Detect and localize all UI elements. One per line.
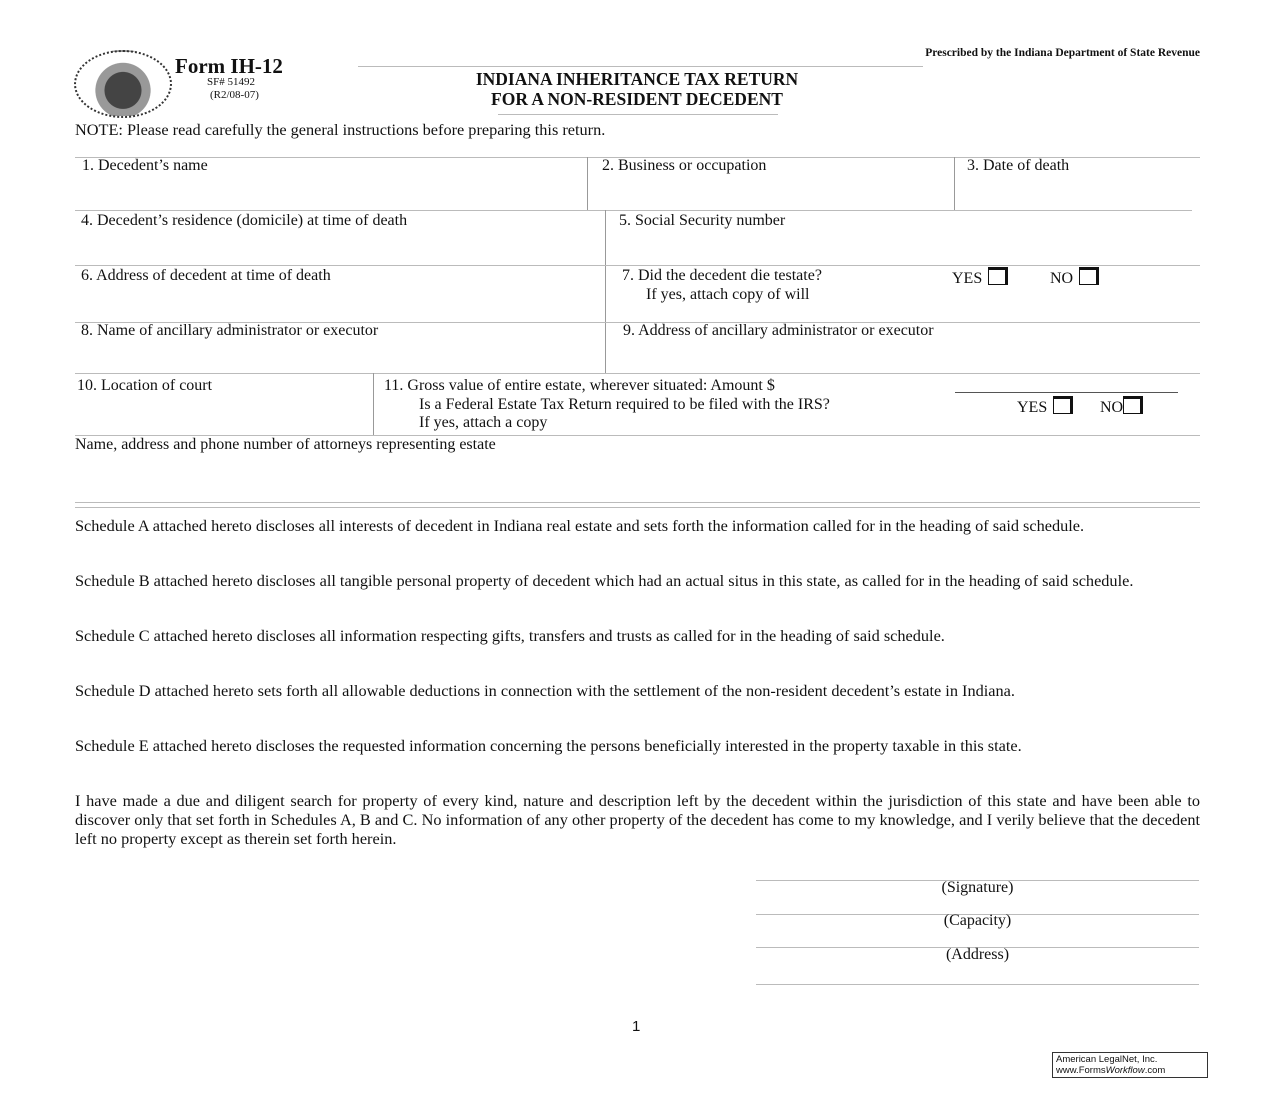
federal-return-question: Is a Federal Estate Tax Return required to be filed with the IRS?	[419, 396, 830, 413]
url-part: .com	[1144, 1065, 1166, 1076]
form-title	[357, 69, 917, 109]
no-label: NO	[1050, 270, 1074, 287]
signature-label: (Signature)	[941, 879, 1014, 896]
schedule-e-text: Schedule E attached hereto discloses the requested information concerning the persons beneficially interested in the property taxable in this state.	[75, 736, 1022, 755]
field-testate: 7. Did the decedent die testate?	[622, 267, 822, 284]
field-administrator-name[interactable]: 8. Name of ancillary administrator or executor	[81, 322, 379, 339]
field-address[interactable]: 6. Address of decedent at time of death	[81, 267, 331, 284]
checkbox-icon	[1053, 396, 1073, 414]
footer-url	[1056, 1065, 1204, 1076]
schedule-c-text: Schedule C attached hereto discloses all information respecting gifts, transfers and trusts as called for in the heading of said schedule.	[75, 626, 945, 645]
url-part: Workflow	[1105, 1065, 1145, 1076]
divider	[75, 265, 1200, 266]
legalnet-footer	[1052, 1052, 1208, 1078]
testate-no-checkbox[interactable]	[1050, 267, 1099, 288]
field-residence[interactable]: 4. Decedent’s residence (domicile) at time of death	[81, 212, 408, 229]
divider	[756, 984, 1199, 985]
title-line-1: INDIANA INHERITANCE TAX RETURN	[475, 69, 799, 89]
testate-note: If yes, attach copy of will	[646, 286, 810, 303]
yes-label: YES	[1017, 399, 1048, 416]
declaration-text: I have made a due and diligent search for property of every kind, nature and description left by the decedent within the jurisdiction of this state and have been able to discover only that set forth in Schedules A, B and C. No information of any other property of the decedent has come to my knowledge, and I verily believe that the decedent left no property except as therein set forth herein.	[75, 791, 1200, 848]
field-attorneys[interactable]: Name, address and phone number of attorneys representing estate	[75, 436, 496, 453]
field-ssn[interactable]: 5. Social Security number	[619, 212, 786, 229]
testate-yes-checkbox[interactable]	[952, 267, 1008, 288]
no-label: NO	[1100, 399, 1124, 416]
field-decedent-name[interactable]: 1. Decedent’s name	[82, 157, 208, 174]
field-occupation[interactable]: 2. Business or occupation	[602, 157, 767, 174]
divider	[75, 373, 1200, 374]
url-part: www.Forms	[1056, 1065, 1106, 1076]
address-label: (Address)	[945, 946, 1010, 963]
checkbox-icon	[1079, 267, 1099, 285]
schedule-d-text: Schedule D attached hereto sets forth all allowable deductions in connection with the settlement of the non-resident decedent’s estate in Indiana.	[75, 681, 1015, 700]
page-number: 1	[632, 1018, 641, 1035]
footer-company: American LegalNet, Inc.	[1056, 1054, 1158, 1065]
note: NOTE: Please read carefully the general instructions before preparing this return.	[75, 120, 606, 139]
checkbox-icon	[988, 267, 1008, 285]
schedule-b-text: Schedule B attached hereto discloses all tangible personal property of decedent which had an actual situs in this state, as called for in the heading of said schedule.	[75, 571, 1134, 590]
field-court-location[interactable]: 10. Location of court	[77, 377, 213, 394]
divider	[954, 157, 955, 210]
form-number: Form IH-12	[175, 54, 283, 78]
federal-yes-checkbox[interactable]	[1017, 396, 1073, 417]
sf-number: SF# 51492	[207, 76, 255, 88]
prescribed-by: Prescribed by the Indiana Department of State Revenue	[925, 47, 1200, 59]
checkbox-icon	[1123, 396, 1143, 414]
schedule-a-text: Schedule A attached hereto discloses all interests of decedent in Indiana real estate and sets forth the information called for in the heading of said schedule.	[75, 516, 1085, 535]
yes-label: YES	[952, 270, 983, 287]
field-administrator-address[interactable]: 9. Address of ancillary administrator or executor	[623, 322, 934, 339]
federal-note: If yes, attach a copy	[419, 414, 548, 431]
field-gross-value: 11. Gross value of entire estate, wherever situated: Amount $	[384, 377, 775, 394]
divider	[605, 210, 606, 373]
divider	[373, 373, 374, 435]
capacity-label: (Capacity)	[943, 912, 1012, 929]
state-seal-icon	[74, 50, 172, 118]
divider	[358, 66, 923, 67]
divider	[498, 114, 778, 115]
federal-no-checkbox[interactable]	[1100, 396, 1143, 417]
revision: (R2/08-07)	[210, 89, 259, 101]
divider	[75, 507, 1200, 508]
title-line-2: FOR A NON-RESIDENT DECEDENT	[491, 89, 783, 109]
divider	[75, 210, 1192, 211]
divider	[75, 502, 1200, 503]
divider	[587, 157, 588, 210]
field-date-of-death[interactable]: 3. Date of death	[967, 157, 1070, 174]
amount-input[interactable]	[955, 392, 1178, 393]
